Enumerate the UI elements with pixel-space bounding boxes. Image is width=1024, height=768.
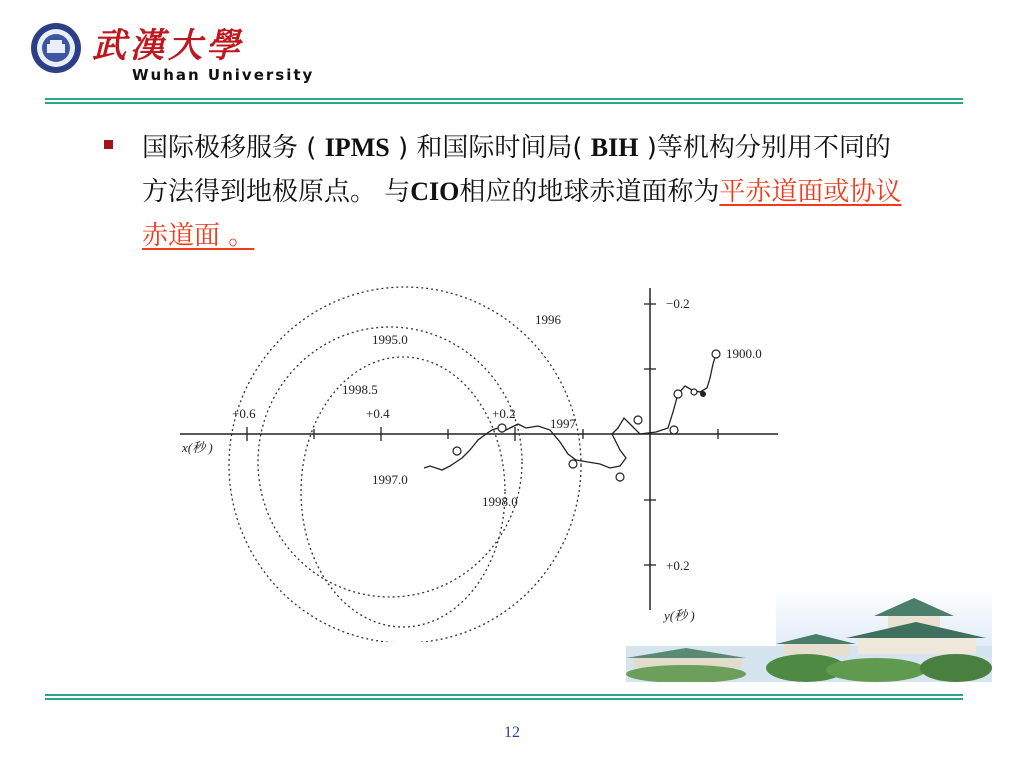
polar-motion-path	[424, 354, 716, 470]
label-1998-5: 1998.5	[342, 382, 378, 397]
term-bih: BIH	[590, 133, 639, 162]
y-axis-title: y(秒 )	[664, 608, 695, 623]
logo-english-name: Wuhan University	[132, 66, 315, 84]
bullet-paragraph	[142, 126, 912, 258]
label-y-plus-02: +0.2	[666, 558, 690, 573]
label-y-minus-02: −0.2	[666, 296, 690, 311]
path-marker-filled	[700, 391, 706, 397]
label-1997-0: 1997.0	[372, 472, 408, 487]
bullet-icon	[104, 140, 113, 149]
label-1995: 1995.0	[372, 332, 408, 347]
footer-divider	[45, 694, 963, 700]
header-divider	[45, 98, 963, 104]
text-part-1: 国际极移服务 (	[142, 133, 325, 163]
dotted-circle-1995	[258, 327, 522, 597]
term-cio: CIO	[410, 177, 460, 206]
logo-chinese-name: 武漢大學	[92, 26, 244, 66]
text-part-2: ) 和国际时间局(	[389, 133, 591, 163]
university-emblem-icon	[30, 22, 82, 74]
x-axis-title: x(秒 )	[182, 440, 213, 455]
label-x-plus-02: +0.2	[492, 406, 516, 421]
slide-header	[0, 0, 1024, 100]
text-part-3: )等机构分别用不同的方法得到地极原点。 与	[142, 133, 891, 207]
label-x-plus-06: +0.6	[232, 406, 256, 421]
highlight-term: 平赤道面或协议赤道面 。	[142, 177, 902, 251]
dotted-circle-1998-5	[301, 357, 505, 627]
term-ipms: IPMS	[324, 133, 390, 162]
text-part-4: 相应的地球赤道面称为	[459, 177, 720, 207]
page-number: 12	[504, 724, 520, 741]
label-1997: 1997	[550, 416, 576, 431]
label-1996: 1996	[535, 312, 561, 327]
label-1998-0: 1998.0	[482, 494, 518, 509]
label-1900: 1900.0	[726, 346, 762, 361]
campus-building-image	[626, 588, 992, 682]
label-x-plus-04: +0.4	[366, 406, 390, 421]
